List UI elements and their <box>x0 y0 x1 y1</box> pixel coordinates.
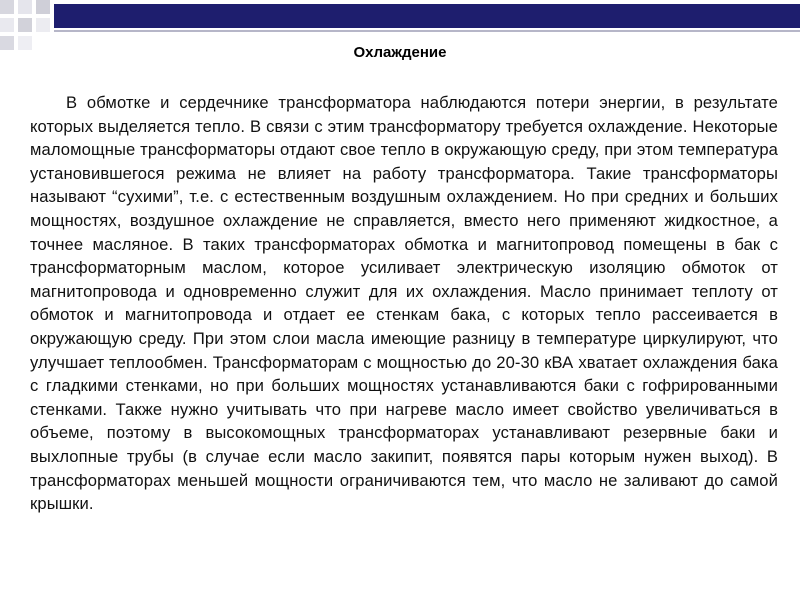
header-divider <box>54 30 800 32</box>
decorative-square <box>0 0 14 14</box>
decorative-square <box>36 0 50 14</box>
decorative-square <box>18 18 32 32</box>
header-bar <box>54 4 800 28</box>
decorative-square <box>0 18 14 32</box>
decorative-square <box>36 18 50 32</box>
body-paragraph: В обмотке и сердечнике трансформатора наблюдаются потери энергии, в результате которых выделяется тепло. В связи с этим трансформатору требуется охлаждение. Некоторые маломощные трансформаторы отдают свое тепло в окружающую среду, при этом температура установившегося режима не влияет на работу трансформатора. Такие трансформаторы называют “сухими”, т.е. с естественным воздушным охлаждением. Но при средних и больших мощностях, воздушное охлаждение не справляется, вместо него применяют жидкостное, а точнее масляное. В таких трансформаторах обмотка и магнитопровод помещены в бак с трансформаторным маслом, которое усиливает электрическую изоляцию обмоток от магнитопровода и одновременно служит для их охлаждения. Масло принимает теплоту от обмоток и магнитопровода и отдает ее стенкам бака, с которых тепло рассеивается в окружающую среду. При этом слои масла имеющие разницу в температуре циркулируют, что улучшает теплообмен. Трансформаторам с мощностью до 20-30 кВА хватает охлаждения бака с гладкими стенками, но при больших мощностях устанавливаются баки с гофрированными стенками. Также нужно учитывать что при нагреве масло имеет свойство увеличиваться в объеме, поэтому в высокомощных трансформаторах устанавливают резервные баки и выхлопные трубы (в случае если масло закипит, появятся пары которым нужен выход). В трансформаторах меньшей мощности ограничиваются тем, что масло не заливают до самой крышки. <box>30 93 778 514</box>
slide-title: Охлаждение <box>353 44 447 61</box>
decorative-square <box>18 0 32 14</box>
